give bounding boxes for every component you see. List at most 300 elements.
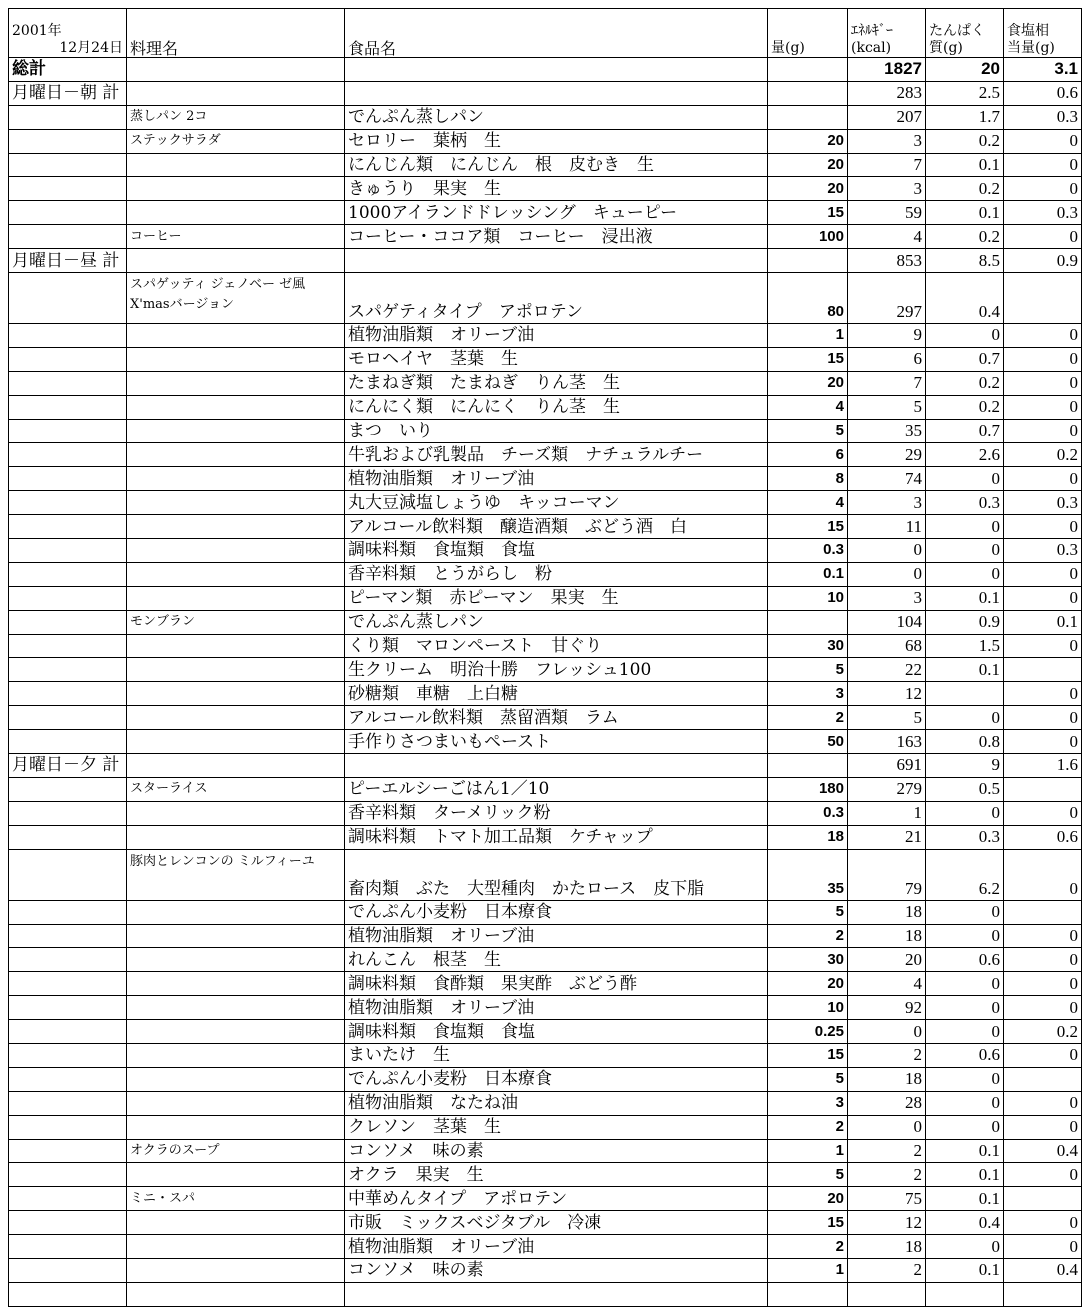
dish-cell [127,467,345,491]
salt-cell: 0 [1004,972,1082,996]
salt-cell: 0.9 [1004,249,1082,273]
date-cell [9,1163,127,1187]
food-cell: たまねぎ類 たまねぎ りん茎 生 [345,371,768,395]
kcal-cell: 1827 [848,58,926,82]
header-protein [926,9,1004,58]
table-row [9,443,1082,467]
subtotal-row [9,754,1082,778]
protein-cell: 0 [926,1020,1004,1044]
table-row [9,324,1082,348]
kcal-cell: 7 [848,153,926,177]
food-cell: 植物油脂類 オリーブ油 [345,324,768,348]
table-row [9,515,1082,539]
food-cell: オクラ 果実 生 [345,1163,768,1187]
salt-cell [1004,658,1082,682]
table-row [9,801,1082,825]
date-cell [9,347,127,371]
salt-cell: 0 [1004,706,1082,730]
kcal-cell: 79 [848,849,926,900]
food-cell: 調味料類 トマト加工品類 ケチャップ [345,825,768,849]
qty-cell: 0.25 [768,1020,848,1044]
header-protein-line1: たんぱく [929,23,985,39]
table-row [9,610,1082,634]
date-cell [9,730,127,754]
protein-cell: 20 [926,58,1004,82]
dish-cell [127,1091,345,1115]
qty-cell: 1 [768,324,848,348]
dish-cell [127,1211,345,1235]
protein-cell: 0 [926,1115,1004,1139]
table-row [9,634,1082,658]
salt-cell [1004,273,1082,324]
dish-cell [127,586,345,610]
salt-cell: 0.3 [1004,491,1082,515]
kcal-cell: 74 [848,467,926,491]
date-cell [9,467,127,491]
food-cell: アルコール飲料類 蒸留酒類 ラム [345,706,768,730]
food-cell: 植物油脂類 オリーブ油 [345,996,768,1020]
date-cell: 月曜日－昼 計 [9,249,127,273]
kcal-cell: 6 [848,347,926,371]
dish-cell: スターライス [127,777,345,801]
food-cell: 植物油脂類 オリーブ油 [345,1235,768,1259]
date-cell: 月曜日－朝 計 [9,81,127,105]
table-row [9,706,1082,730]
kcal-cell: 691 [848,754,926,778]
salt-cell [1004,1187,1082,1211]
table-row [9,1091,1082,1115]
kcal-cell: 35 [848,419,926,443]
qty-cell: 50 [768,730,848,754]
table-row [9,347,1082,371]
protein-cell: 0.1 [926,1163,1004,1187]
food-cell: でんぷん蒸しパン [345,105,768,129]
food-cell: 畜肉類 ぶた 大型種肉 かたロース 皮下脂 [345,849,768,900]
date-cell [9,515,127,539]
food-cell: まつ いり [345,419,768,443]
kcal-cell: 68 [848,634,926,658]
protein-cell: 9 [926,754,1004,778]
dish-cell: 豚肉とレンコンの ミルフィーユ [127,849,345,900]
protein-cell: 0 [926,706,1004,730]
date-cell [9,153,127,177]
qty-cell [768,249,848,273]
header-kcal-line1: ｴﾈﾙｷﾞｰ [851,23,893,39]
qty-cell [768,754,848,778]
salt-cell: 0 [1004,419,1082,443]
nutrition-table [8,8,1082,1307]
dish-cell [127,58,345,82]
qty-cell [768,1282,848,1306]
table-row [9,225,1082,249]
table-row [9,658,1082,682]
protein-cell: 0.8 [926,730,1004,754]
table-row [9,1139,1082,1163]
date-cell [9,177,127,201]
table-row [9,996,1082,1020]
salt-cell: 0 [1004,515,1082,539]
dish-cell [127,419,345,443]
date-cell [9,634,127,658]
qty-cell: 5 [768,1067,848,1091]
protein-cell: 0 [926,539,1004,563]
salt-cell: 0 [1004,129,1082,153]
dish-cell [127,491,345,515]
protein-cell: 0.7 [926,347,1004,371]
food-cell: モロヘイヤ 茎葉 生 [345,347,768,371]
table-row [9,1115,1082,1139]
dish-cell [127,395,345,419]
date-cell [9,419,127,443]
date-cell [9,1115,127,1139]
protein-cell: 0.4 [926,273,1004,324]
dish-cell [127,801,345,825]
salt-cell: 0 [1004,1235,1082,1259]
salt-cell [1004,900,1082,924]
protein-cell: 0.3 [926,825,1004,849]
table-row [9,467,1082,491]
kcal-cell: 92 [848,996,926,1020]
protein-cell: 0.5 [926,777,1004,801]
date-cell [9,996,127,1020]
date-cell [9,1235,127,1259]
kcal-cell: 3 [848,129,926,153]
kcal-cell: 7 [848,371,926,395]
salt-cell: 0 [1004,467,1082,491]
table-row [9,1020,1082,1044]
dish-cell [127,539,345,563]
dish-cell [127,1258,345,1282]
qty-cell: 0.3 [768,801,848,825]
food-cell: ピーエルシーごはん1／10 [345,777,768,801]
date-cell [9,1211,127,1235]
date-cell [9,610,127,634]
protein-cell: 0.9 [926,610,1004,634]
protein-cell: 2.5 [926,81,1004,105]
dish-cell [127,1282,345,1306]
food-cell: 牛乳および乳製品 チーズ類 ナチュラルチー [345,443,768,467]
date-cell [9,129,127,153]
salt-cell: 0 [1004,948,1082,972]
dish-cell [127,1235,345,1259]
salt-cell: 0 [1004,177,1082,201]
salt-cell: 0.1 [1004,610,1082,634]
date-cell [9,539,127,563]
protein-cell: 0 [926,1235,1004,1259]
table-row [9,972,1082,996]
salt-cell: 0.3 [1004,201,1082,225]
qty-cell: 15 [768,515,848,539]
qty-cell: 20 [768,153,848,177]
table-row [9,177,1082,201]
food-cell: コーヒー・ココア類 コーヒー 浸出液 [345,225,768,249]
qty-cell: 8 [768,467,848,491]
dish-cell: ステックサラダ [127,129,345,153]
kcal-cell: 3 [848,177,926,201]
header-salt-line2: 当量(g) [1007,40,1055,56]
kcal-cell: 297 [848,273,926,324]
date-cell [9,777,127,801]
table-row [9,924,1082,948]
qty-cell: 100 [768,225,848,249]
dish-cell [127,1043,345,1067]
kcal-cell: 283 [848,81,926,105]
table-row [9,948,1082,972]
kcal-cell: 163 [848,730,926,754]
table-row [9,491,1082,515]
food-cell: にんじん類 にんじん 根 皮むき 生 [345,153,768,177]
salt-cell: 0 [1004,682,1082,706]
kcal-cell [848,1282,926,1306]
dish-cell [127,81,345,105]
protein-cell [926,1282,1004,1306]
kcal-cell: 0 [848,1115,926,1139]
qty-cell: 0.3 [768,539,848,563]
kcal-cell: 9 [848,324,926,348]
food-cell: 生クリーム 明治十勝 フレッシュ100 [345,658,768,682]
salt-cell: 0 [1004,1211,1082,1235]
date-cell [9,1282,127,1306]
table-row [9,105,1082,129]
header-year: 2001年 [12,23,62,39]
table-row [9,849,1082,900]
header-date-cell [9,9,127,58]
food-cell [345,754,768,778]
kcal-cell: 18 [848,924,926,948]
table-row [9,153,1082,177]
kcal-cell: 0 [848,539,926,563]
qty-cell: 80 [768,273,848,324]
salt-cell: 0.2 [1004,443,1082,467]
qty-cell: 4 [768,491,848,515]
table-row [9,201,1082,225]
dish-cell [127,924,345,948]
table-row [9,1282,1082,1306]
dish-cell [127,658,345,682]
qty-cell: 18 [768,825,848,849]
kcal-cell: 4 [848,225,926,249]
protein-cell: 0.2 [926,177,1004,201]
qty-cell: 20 [768,371,848,395]
kcal-cell: 75 [848,1187,926,1211]
table-row [9,777,1082,801]
food-cell: れんこん 根茎 生 [345,948,768,972]
qty-cell: 30 [768,948,848,972]
food-cell: でんぷん蒸しパン [345,610,768,634]
salt-cell: 0 [1004,153,1082,177]
kcal-cell: 2 [848,1258,926,1282]
food-cell: 植物油脂類 オリーブ油 [345,467,768,491]
kcal-cell: 279 [848,777,926,801]
dish-cell [127,900,345,924]
qty-cell: 5 [768,900,848,924]
dish-cell [127,153,345,177]
kcal-cell: 11 [848,515,926,539]
qty-cell: 20 [768,177,848,201]
protein-cell: 0 [926,972,1004,996]
dish-cell [127,515,345,539]
protein-cell: 0.2 [926,225,1004,249]
dish-cell [127,443,345,467]
kcal-cell: 20 [848,948,926,972]
food-cell: 市販 ミックスベジタブル 冷凍 [345,1211,768,1235]
qty-cell: 15 [768,347,848,371]
qty-cell: 1 [768,1258,848,1282]
food-cell: アルコール飲料類 醸造酒類 ぶどう酒 白 [345,515,768,539]
food-cell: スパゲティタイプ アポロテン [345,273,768,324]
food-cell: 調味料類 食塩類 食塩 [345,1020,768,1044]
kcal-cell: 4 [848,972,926,996]
dish-cell [127,706,345,730]
qty-cell: 10 [768,586,848,610]
salt-cell: 0 [1004,634,1082,658]
food-cell: でんぷん小麦粉 日本療食 [345,1067,768,1091]
table-row [9,129,1082,153]
dish-cell [127,324,345,348]
dish-cell: モンブラン [127,610,345,634]
protein-cell: 0.1 [926,586,1004,610]
protein-cell: 0.6 [926,948,1004,972]
qty-cell: 3 [768,1091,848,1115]
date-cell [9,324,127,348]
header-kcal-line2: (kcal) [851,40,892,56]
date-cell: 月曜日－夕 計 [9,754,127,778]
dish-cell [127,972,345,996]
date-cell [9,658,127,682]
salt-cell [1004,1282,1082,1306]
salt-cell: 0 [1004,730,1082,754]
table-row [9,1258,1082,1282]
qty-cell: 15 [768,1211,848,1235]
date-cell [9,1020,127,1044]
salt-cell: 0 [1004,562,1082,586]
salt-cell: 0 [1004,1163,1082,1187]
kcal-cell: 853 [848,249,926,273]
dish-cell [127,1067,345,1091]
qty-cell: 5 [768,419,848,443]
date-cell [9,201,127,225]
date-cell [9,1139,127,1163]
dish-cell [127,996,345,1020]
salt-cell: 0.6 [1004,825,1082,849]
date-cell [9,443,127,467]
date-cell [9,562,127,586]
qty-cell: 2 [768,924,848,948]
kcal-cell: 2 [848,1163,926,1187]
salt-cell: 0 [1004,996,1082,1020]
food-cell: 植物油脂類 なたね油 [345,1091,768,1115]
kcal-cell: 29 [848,443,926,467]
kcal-cell: 5 [848,706,926,730]
food-cell: きゅうり 果実 生 [345,177,768,201]
food-cell [345,1282,768,1306]
protein-cell: 0 [926,996,1004,1020]
header-salt-line1: 食塩相 [1007,23,1049,39]
qty-cell: 20 [768,129,848,153]
qty-cell: 30 [768,634,848,658]
kcal-cell: 5 [848,395,926,419]
date-cell [9,371,127,395]
kcal-cell: 28 [848,1091,926,1115]
protein-cell: 0.2 [926,371,1004,395]
date-cell [9,948,127,972]
date-cell [9,395,127,419]
salt-cell: 0 [1004,395,1082,419]
food-cell: でんぷん小麦粉 日本療食 [345,900,768,924]
protein-cell: 0.1 [926,201,1004,225]
date-cell [9,682,127,706]
grand-total-row [9,58,1082,82]
qty-cell: 5 [768,658,848,682]
salt-cell [1004,1067,1082,1091]
protein-cell: 0.6 [926,1043,1004,1067]
table-row [9,562,1082,586]
header-qty: 量(g) [768,9,848,58]
date-cell [9,706,127,730]
date-cell [9,972,127,996]
food-cell: くり類 マロンペースト 甘ぐり [345,634,768,658]
food-cell: セロリー 葉柄 生 [345,129,768,153]
protein-cell: 0.1 [926,1187,1004,1211]
protein-cell: 0.1 [926,153,1004,177]
kcal-cell: 59 [848,201,926,225]
kcal-cell: 3 [848,491,926,515]
qty-cell: 180 [768,777,848,801]
dish-cell [127,825,345,849]
protein-cell: 0 [926,467,1004,491]
food-cell: 丸大豆減塩しょうゆ キッコーマン [345,491,768,515]
date-cell [9,801,127,825]
kcal-cell: 1 [848,801,926,825]
table-row [9,1235,1082,1259]
qty-cell: 6 [768,443,848,467]
header-date: 12月24日 [59,40,123,56]
date-cell [9,1258,127,1282]
protein-cell: 0 [926,515,1004,539]
date-cell [9,273,127,324]
table-row [9,900,1082,924]
food-cell: コンソメ 味の素 [345,1139,768,1163]
qty-cell: 2 [768,1235,848,1259]
qty-cell: 2 [768,706,848,730]
food-cell: 1000アイランドドレッシング キューピー [345,201,768,225]
qty-cell: 4 [768,395,848,419]
kcal-cell: 18 [848,1067,926,1091]
table-row [9,1187,1082,1211]
protein-cell: 0 [926,924,1004,948]
date-cell [9,225,127,249]
dish-cell [127,948,345,972]
dish-cell [127,634,345,658]
table-row [9,730,1082,754]
protein-cell: 0.1 [926,658,1004,682]
qty-cell: 15 [768,201,848,225]
kcal-cell: 12 [848,682,926,706]
table-row [9,825,1082,849]
date-cell [9,900,127,924]
food-cell: 植物油脂類 オリーブ油 [345,924,768,948]
date-cell [9,1091,127,1115]
food-cell: 砂糖類 車糖 上白糖 [345,682,768,706]
protein-cell: 6.2 [926,849,1004,900]
salt-cell: 0 [1004,1043,1082,1067]
protein-cell: 0.3 [926,491,1004,515]
salt-cell: 0.3 [1004,105,1082,129]
kcal-cell: 207 [848,105,926,129]
salt-cell: 0 [1004,347,1082,371]
protein-cell: 0 [926,1091,1004,1115]
food-cell: にんにく類 にんにく りん茎 生 [345,395,768,419]
